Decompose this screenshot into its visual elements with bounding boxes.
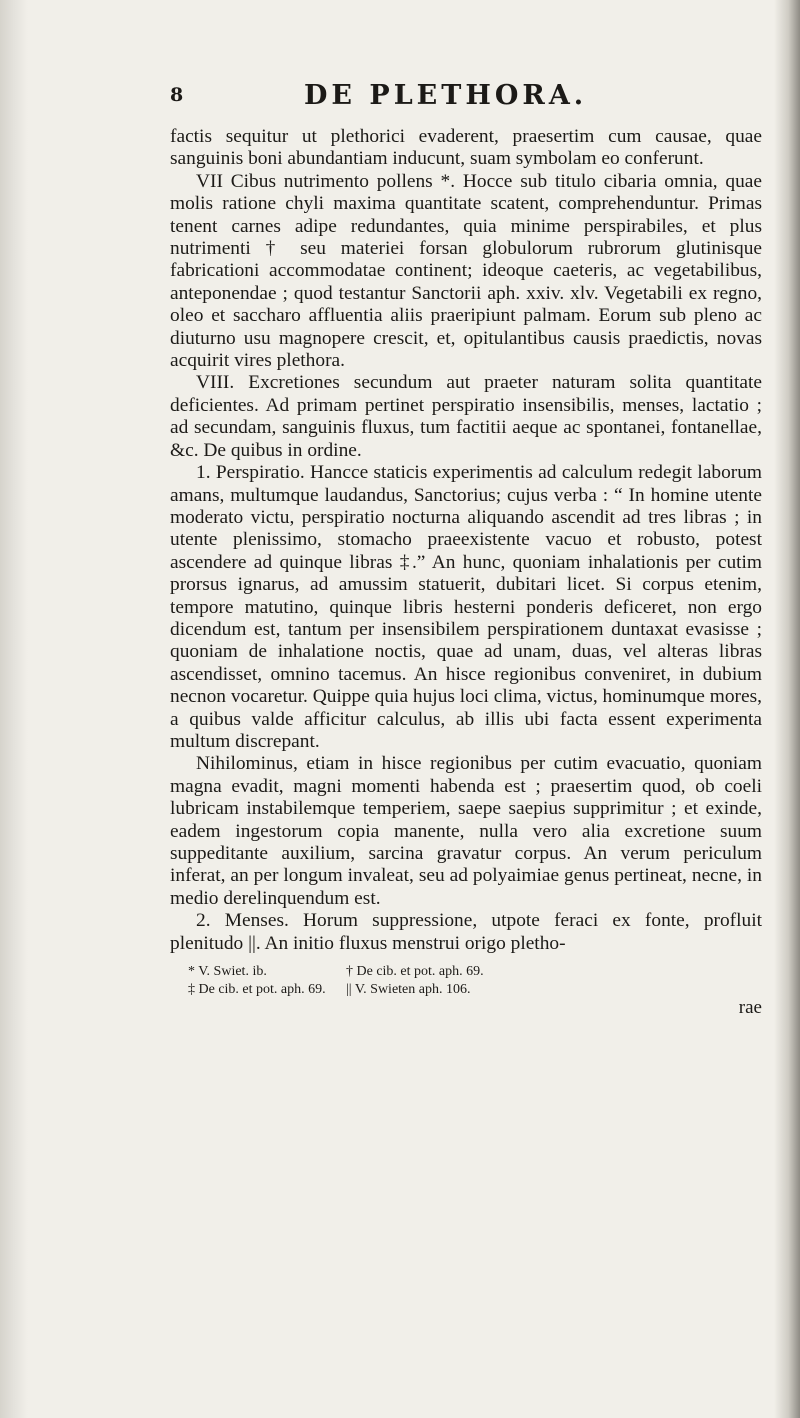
page-number: 8 <box>170 84 184 106</box>
paragraph-perspiratio: 1. Perspiratio. Hancce staticis experimentis ad calculum redegit laborum amans, multumque laudandus, Sanctorius; cujus verba : “ In homine utente moderato victu, perspiratio nocturna aliquando ascendit ad tres libras ; in utente plenissimo, stomacho praeexistente vacuo et robusto, potest ascendere ad quinque libras ‡.” An hunc, quoniam inhalationis per cutim prorsus ignarus, ad amussim statuerit, dubitari licet. Si corpus etenim, tempore matutino, quinque libris hesterni ponderis deficeret, non ergo dicendum est, tantum per insensibilem perspirationem duntaxat evasisse ; quoniam de inhalatione noctis, quae ad unam, duas, vel alteras libras ascendisset, omnino tacemus. An hisce regionibus conveniret, in dubium necnon vocaretur. Quippe quia hujus loci clima, victus, hominumque mores, a quibus valde afficitur calculus, ab illis ubi facta essent experimenta multum discrepant. <box>170 462 762 752</box>
body-text <box>170 126 762 955</box>
footnote: ‡ De cib. et pot. aph. 69. <box>188 982 326 998</box>
paragraph-nihilominus: Nihilominus, etiam in hisce regionibus per cutim evacuatio, quoniam magna evadit, magni momenti habenda est ; praesertim quod, ob coeli lubricam instabilemque temperiem, saepe saepius supprimitur ; et exinde, eadem ingestorum copia manente, nulla vero alia excretione suum suppeditante auxilium, sarcina gravatur corpus. An verum periculum inferat, an per longum invaleat, seu ad polyaimiae genus pertineat, necne, in medio derelinquendum est. <box>170 753 762 909</box>
catchword: rae <box>738 997 762 1019</box>
book-page <box>170 80 762 1019</box>
footnote: * V. Swiet. ib. <box>188 964 267 980</box>
paragraph-menses: 2. Menses. Horum suppressione, utpote feraci ex fonte, profluit plenitudo ||. An initio fluxus menstrui origo pletho- <box>170 910 762 954</box>
footnote-row <box>188 963 762 981</box>
footnote: † De cib. et pot. aph. 69. <box>346 964 484 980</box>
paragraph-cibus: VII Cibus nutrimento pollens *. Hocce sub titulo cibaria omnia, quae molis ratione chyli maxima quantitate scatent, comprehenduntur. Primas tenent carnes adipe redundantes, quia minime perspirabiles, et plus nutrimenti † seu materiei forsan globulorum rubrorum glutinisque fabricationi accommodatae continent; ideoque caeteris, ac vegetabilibus, anteponendae ; quod testantur Sanctorii aph. xxiv. xlv. Vegetabili ex regno, oleo et saccharo affluentia aliis praeripiunt palmam. Eorum sub pleno ac diuturno usu magnopere crescit, et, opitulantibus causis praedictis, novas acquirit vires plethora. <box>170 170 762 372</box>
footnotes <box>188 963 762 999</box>
page-header <box>170 80 762 124</box>
paragraph-excretiones: VIII. Excretiones secundum aut praeter naturam solita quantitate deficientes. Ad primam pertinet perspiratio insensibilis, menses, lactatio ; ad secundam, sanguinis fluxus, tum factitii aeque ac spontanei, fontanellae, &c. De quibus in ordine. <box>170 372 762 461</box>
footnote: || V. Swieten aph. 106. <box>346 982 471 998</box>
page-gutter-shadow <box>0 0 28 1418</box>
paragraph-continuation: factis sequitur ut plethorici evaderent, praesertim cum causae, quae sanguinis boni abundantiam inducunt, suam symbolam eo conferunt. <box>170 126 762 170</box>
page-edge-shadow <box>774 0 800 1418</box>
running-title: DE PLETHORA. <box>304 80 588 111</box>
